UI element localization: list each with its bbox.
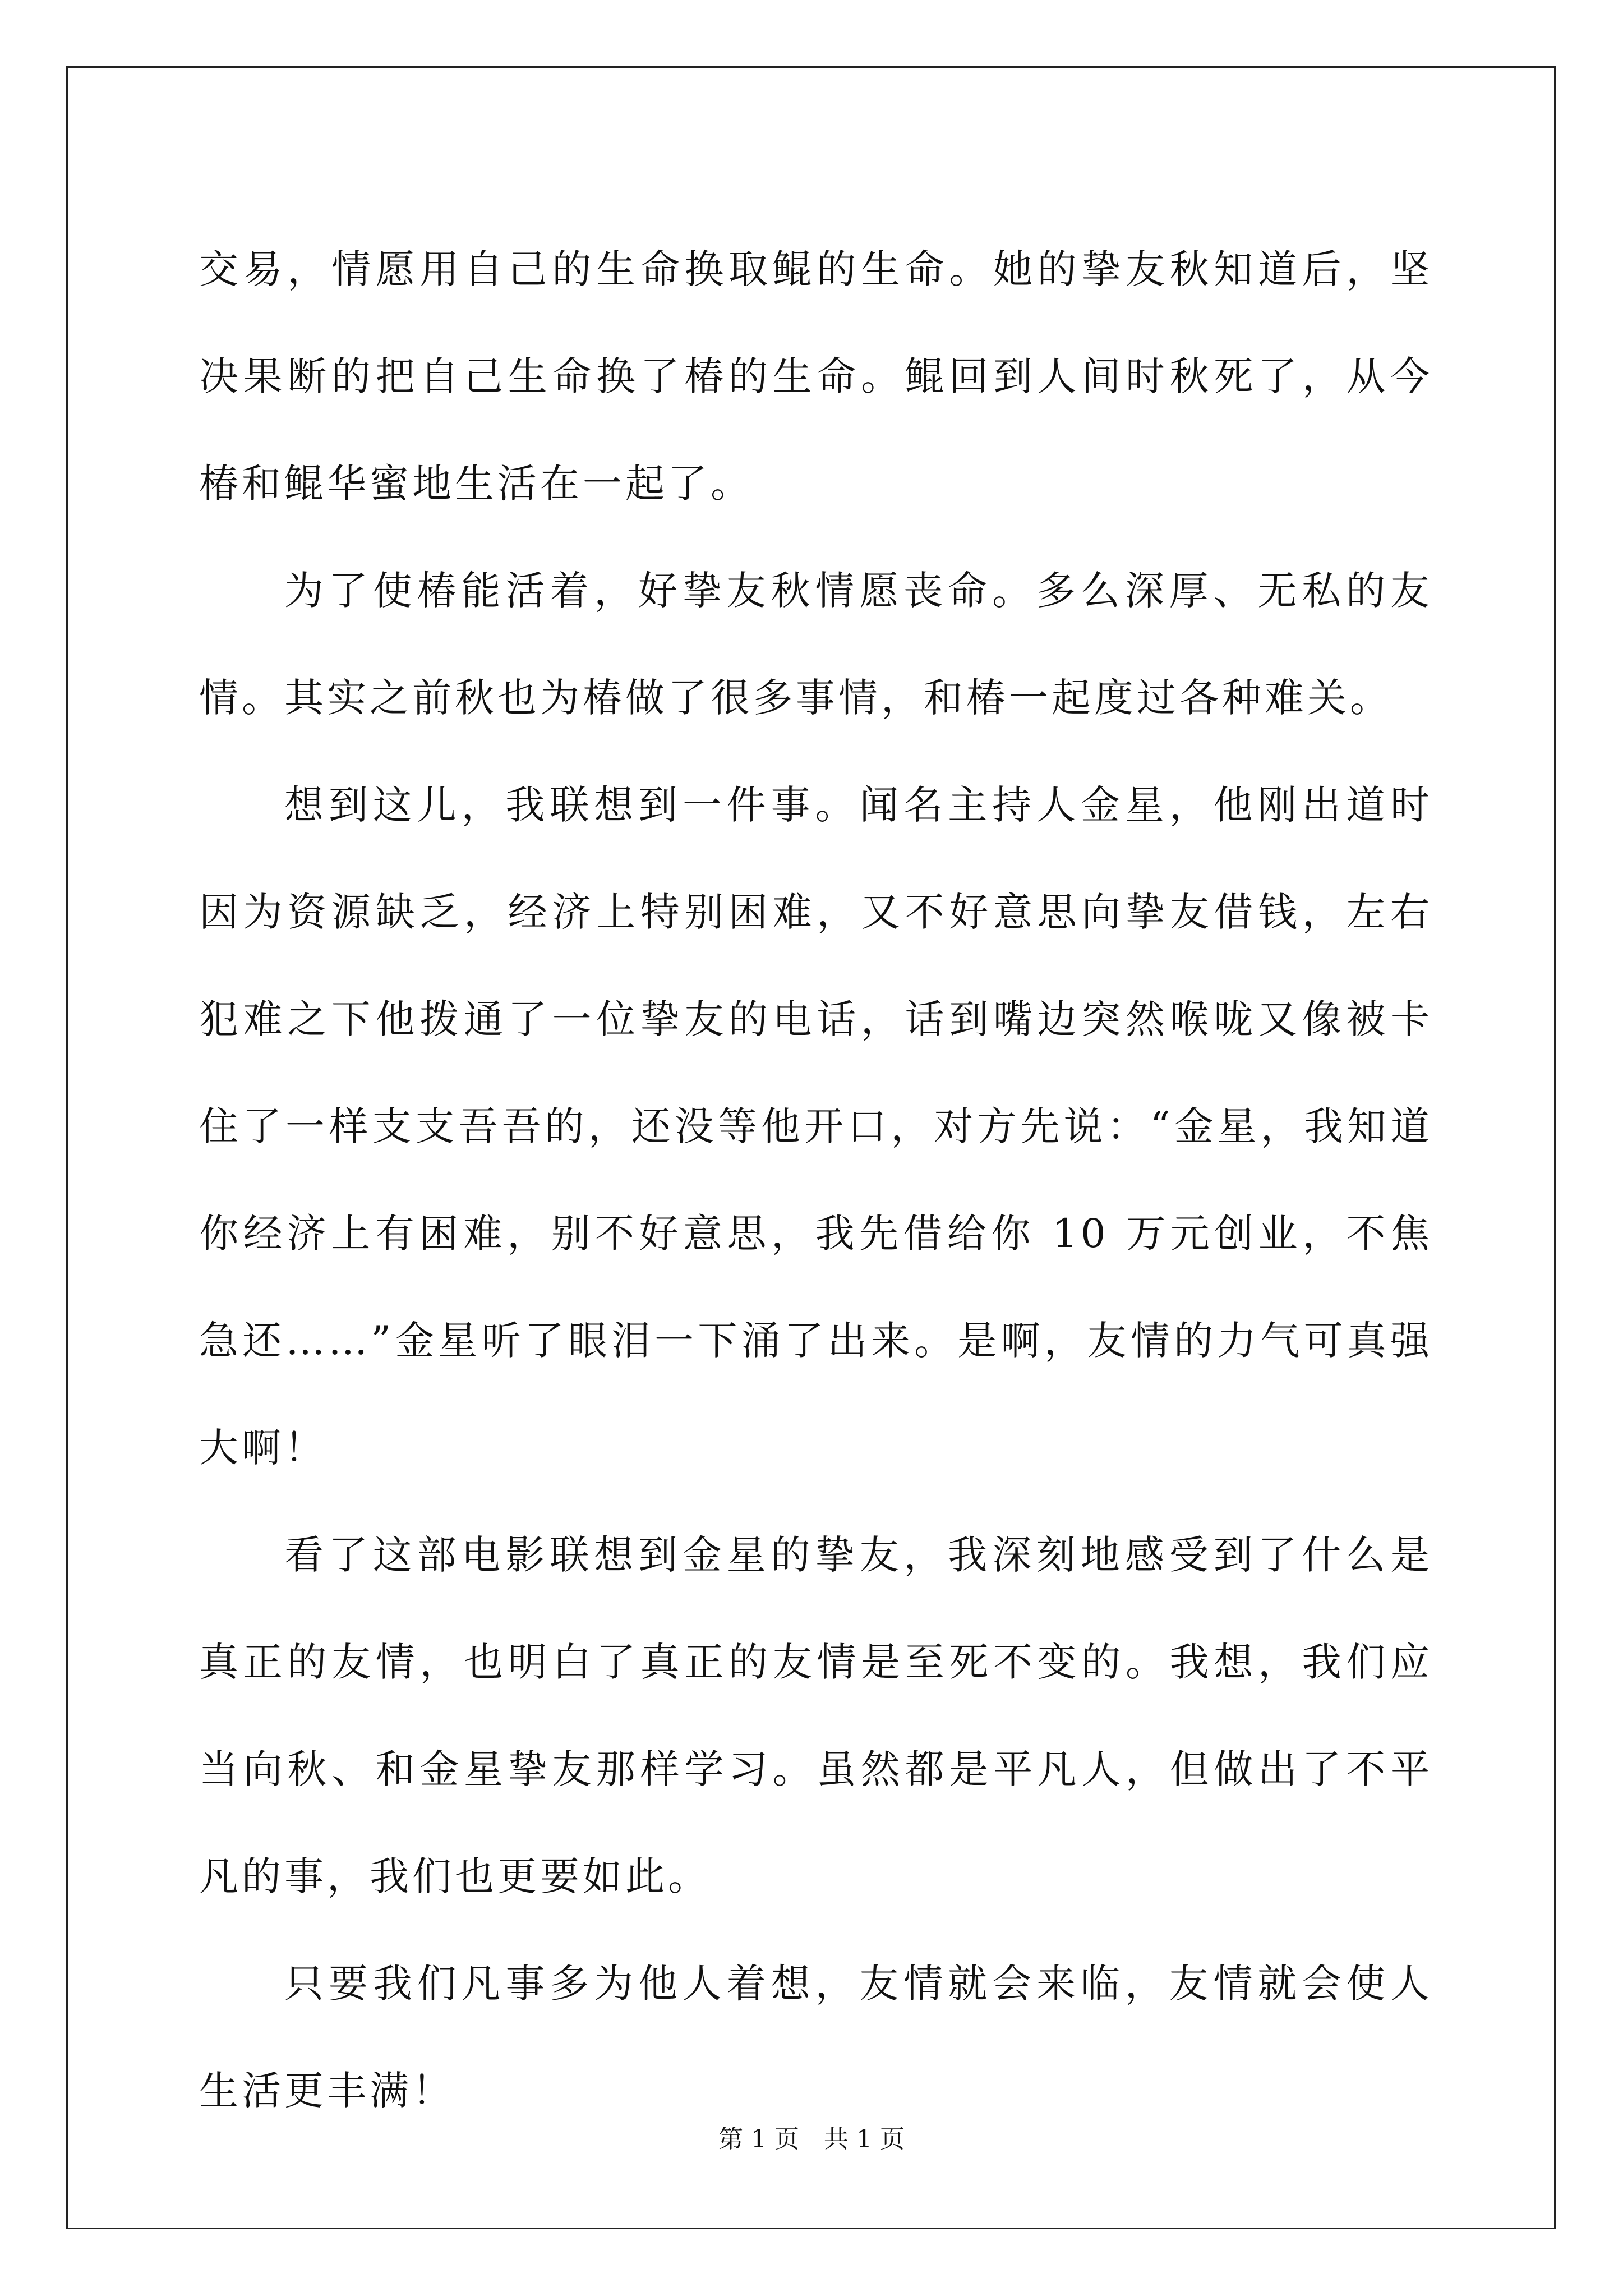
paragraph-3: 想到这儿，我联想到一件事。闻名主持人金星，他刚出道时因为资源缺乏，经济上特别困难，又不好意思向挚友借钱，左右犯难之下他拨通了一位挚友的电话，话到嘴边突然喉咙又像被卡住了一样支支吾吾的，还没等他开口，对方先说：“金星，我知道你经济上有困难，别不好意思，我先借给你 10 万元创业，不焦急还……”金星听了眼泪一下涌了出来。是啊，友情的力气可真强大啊！ [199,782,1433,1471]
paragraph-1: 交易，情愿用自己的生命换取鲲的生命。她的挚友秋知道后，坚决果断的把自己生命换了椿的生命。鲲回到人间时秋死了，从今椿和鲲华蜜地生活在一起了。 [199,246,1433,507]
paragraph-5: 只要我们凡事多为他人着想，友情就会来临，友情就会使人生活更丰满！ [199,1961,1433,2114]
paragraph-2: 为了使椿能活着，好挚友秋情愿丧命。多么深厚、无私的友情。其实之前秋也为椿做了很多事情，和椿一起度过各种难关。 [199,568,1433,721]
paragraph-4: 看了这部电影联想到金星的挚友，我深刻地感受到了什么是真正的友情，也明白了真正的友情是至死不变的。我想，我们应当向秋、和金星挚友那样学习。虽然都是平凡人，但做出了不平凡的事，我们也更要如此。 [199,1532,1433,1899]
page-number-footer: 第 1 页 共 1 页 [718,2125,905,2154]
document-body [199,216,1433,2145]
